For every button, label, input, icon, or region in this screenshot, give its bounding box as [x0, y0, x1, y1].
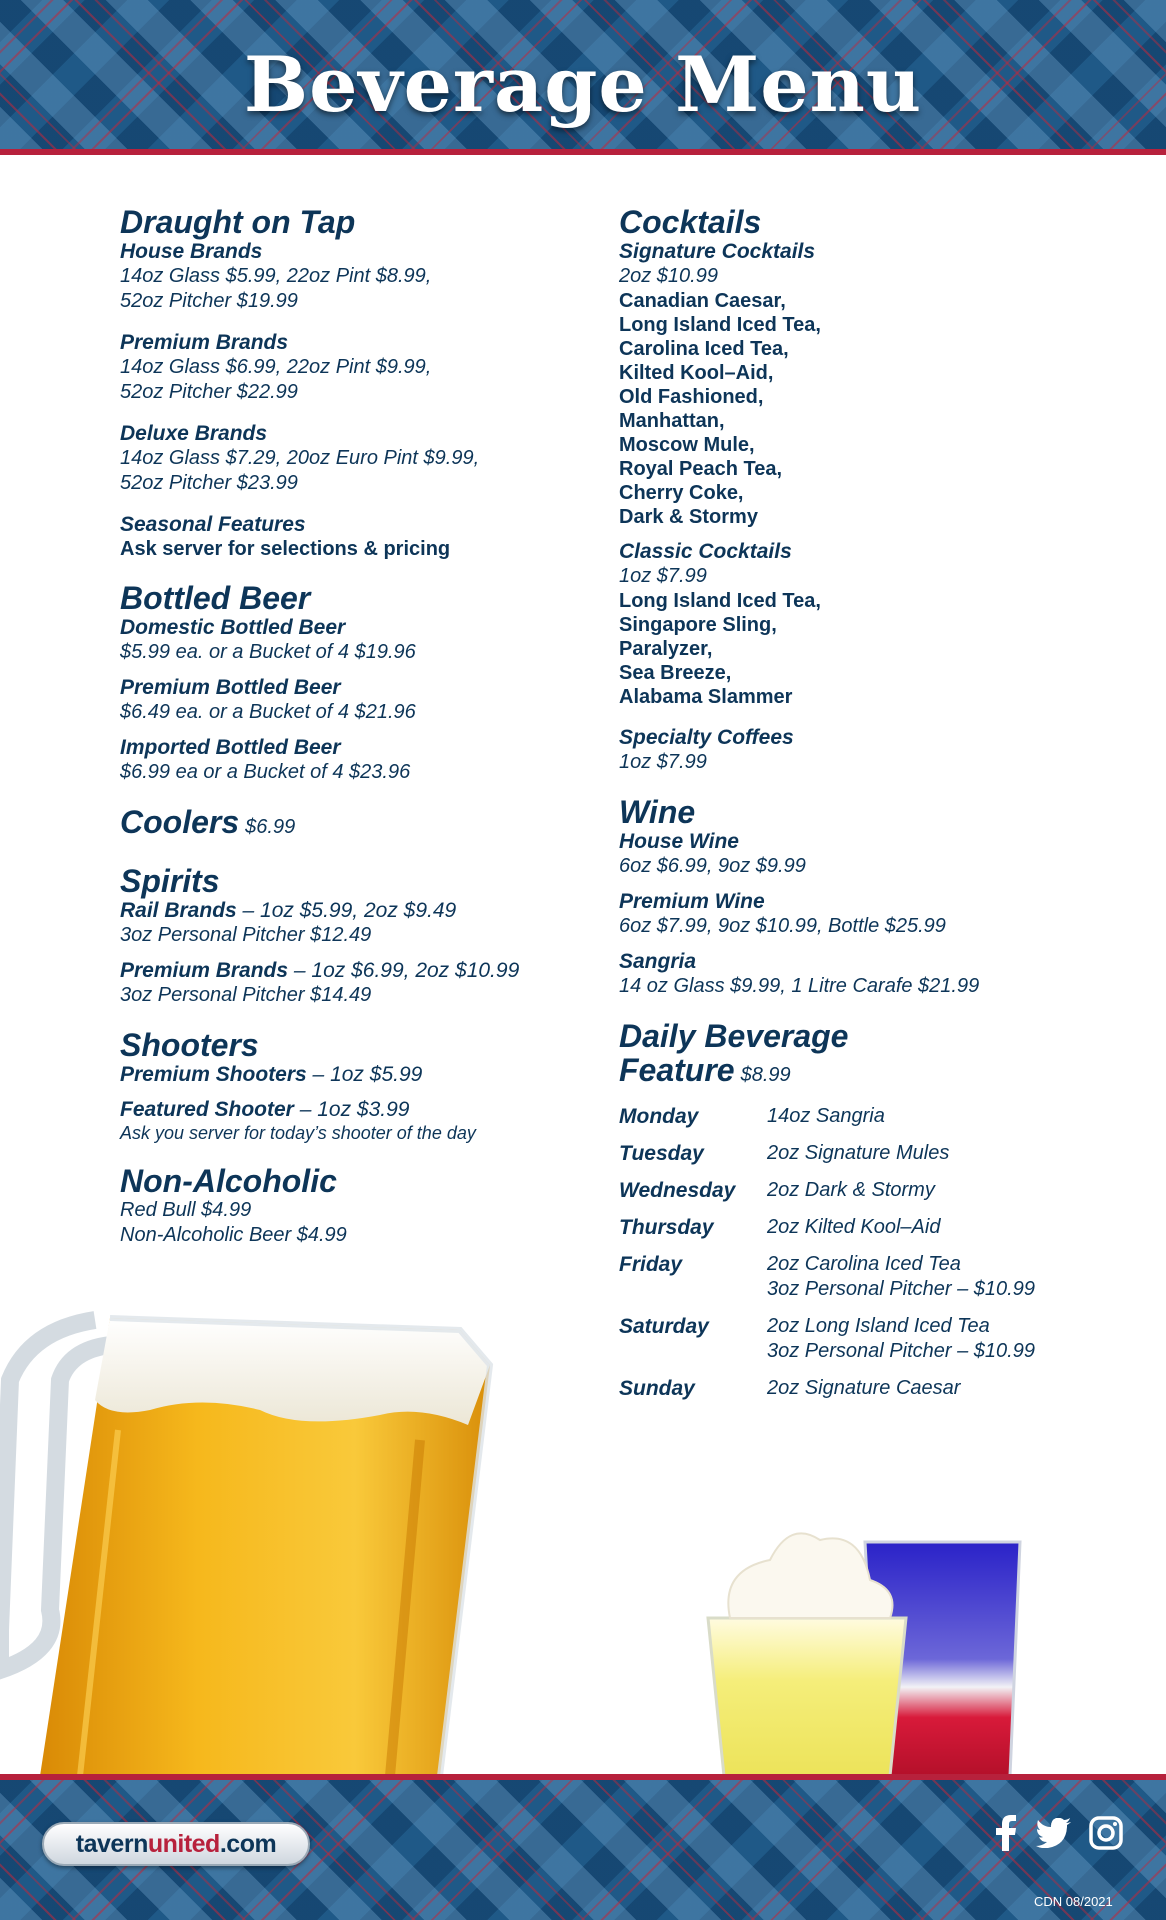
sangria-name: Sangria	[619, 950, 697, 973]
site-name-main: tavern	[75, 1830, 148, 1858]
site-name-accent: united	[147, 1830, 220, 1858]
premium-wine-name: Premium Wine	[619, 890, 765, 913]
beer-pitcher-image	[0, 1310, 500, 1776]
feature-day: Monday	[619, 1105, 699, 1128]
premium-wine-price: 6oz $7.99, 9oz $10.99, Bottle $25.99	[619, 915, 946, 937]
signature-cocktail-item: Carolina Iced Tea,	[619, 338, 789, 360]
website-link[interactable]	[42, 1822, 310, 1866]
premium-spirits-name: Premium Brands	[120, 959, 289, 982]
featured-shooter-name: Featured Shooter	[120, 1098, 294, 1121]
instagram-icon[interactable]	[1086, 1813, 1126, 1853]
facebook-icon[interactable]	[986, 1813, 1026, 1853]
feature-row-monday	[619, 1104, 1119, 1129]
feature-desc-line-2: 3oz Personal Pitcher – $10.99	[767, 1278, 1035, 1300]
non-alcoholic-heading: Non-Alcoholic	[120, 1163, 337, 1199]
signature-cocktail-item: Old Fashioned,	[619, 386, 764, 408]
classic-cocktails-name: Classic Cocktails	[619, 540, 792, 563]
deluxe-brands-price-2: 52oz Pitcher $23.99	[120, 472, 298, 494]
cocktails-heading: Cocktails	[619, 204, 762, 240]
classic-cocktail-item: Alabama Slammer	[619, 686, 793, 708]
coolers-heading	[120, 805, 580, 844]
feature-desc-line: 2oz Carolina Iced Tea	[767, 1253, 961, 1275]
sangria-price: 14 oz Glass $9.99, 1 Litre Carafe $21.99	[619, 975, 980, 997]
twitter-icon[interactable]	[1034, 1813, 1074, 1853]
premium-shooters-name: Premium Shooters	[120, 1063, 307, 1086]
feature-desc-line: 2oz Signature Caesar	[767, 1377, 961, 1399]
feature-day: Saturday	[619, 1315, 709, 1338]
right-column	[619, 205, 1119, 1413]
house-wine-price: 6oz $6.99, 9oz $9.99	[619, 855, 806, 877]
feature-desc-line: 2oz Dark & Stormy	[767, 1179, 935, 1201]
rail-brands-pitcher: 3oz Personal Pitcher $12.49	[120, 924, 372, 946]
daily-feature-heading-line1: Daily Beverage	[619, 1018, 849, 1054]
classic-cocktail-item: Long Island Iced Tea,	[619, 590, 821, 612]
premium-spirits-line	[120, 958, 580, 983]
page-title: Beverage Menu	[243, 40, 923, 129]
non-alcoholic-item: Non-Alcoholic Beer $4.99	[120, 1224, 347, 1246]
premium-brands-name: Premium Brands	[120, 331, 289, 354]
signature-cocktail-item: Dark & Stormy	[619, 506, 758, 528]
signature-cocktails-price: 2oz $10.99	[619, 265, 718, 287]
featured-shooter-line	[120, 1097, 580, 1122]
feature-row-sunday	[619, 1376, 1119, 1401]
deluxe-brands-name: Deluxe Brands	[120, 422, 268, 445]
draught-heading: Draught on Tap	[120, 204, 356, 240]
feature-row-tuesday	[619, 1141, 1119, 1166]
feature-desc-line-2: 3oz Personal Pitcher – $10.99	[767, 1340, 1035, 1362]
house-brands-name: House Brands	[120, 240, 263, 263]
rail-brands-price: – 1oz $5.99, 2oz $9.49	[236, 899, 457, 922]
feature-desc-line: 2oz Kilted Kool–Aid	[767, 1216, 941, 1238]
signature-cocktail-item: Moscow Mule,	[619, 434, 755, 456]
signature-cocktails-name: Signature Cocktails	[619, 240, 816, 263]
signature-cocktail-item: Kilted Kool–Aid,	[619, 362, 774, 384]
specialty-coffees-price: 1oz $7.99	[619, 751, 707, 773]
feature-day: Wednesday	[619, 1179, 736, 1202]
feature-desc	[767, 1141, 949, 1166]
spirits-heading: Spirits	[120, 863, 220, 899]
signature-cocktail-item: Cherry Coke,	[619, 482, 744, 504]
daily-feature-title: Feature	[619, 1052, 735, 1088]
classic-cocktail-item: Singapore Sling,	[619, 614, 777, 636]
feature-row-friday	[619, 1252, 1119, 1302]
signature-cocktail-item: Manhattan,	[619, 410, 725, 432]
rail-brands-line	[120, 898, 580, 923]
feature-desc	[767, 1178, 935, 1203]
bottled-heading: Bottled Beer	[120, 580, 311, 616]
imported-bottled-price: $6.99 ea or a Bucket of 4 $23.96	[120, 761, 411, 783]
seasonal-features-note: Ask server for selections & pricing	[120, 538, 451, 560]
domestic-bottled-name: Domestic Bottled Beer	[120, 616, 346, 639]
feature-row-thursday	[619, 1215, 1119, 1240]
feature-day: Sunday	[619, 1377, 695, 1400]
shots-image	[700, 1500, 1030, 1776]
classic-cocktail-item: Paralyzer,	[619, 638, 713, 660]
daily-feature-table	[619, 1104, 1119, 1401]
shooters-heading: Shooters	[120, 1027, 259, 1063]
coolers-title: Coolers	[120, 804, 240, 840]
premium-spirits-pitcher: 3oz Personal Pitcher $14.49	[120, 984, 372, 1006]
deluxe-brands-price-1: 14oz Glass $7.29, 20oz Euro Pint $9.99,	[120, 447, 480, 469]
house-brands-price-1: 14oz Glass $5.99, 22oz Pint $8.99,	[120, 265, 432, 287]
imported-bottled-name: Imported Bottled Beer	[120, 736, 341, 759]
feature-desc	[767, 1314, 1035, 1364]
feature-desc	[767, 1252, 1035, 1302]
print-code: CDN 08/2021	[1034, 1894, 1113, 1909]
signature-cocktail-item: Long Island Iced Tea,	[619, 314, 821, 336]
left-column	[120, 205, 580, 1248]
feature-day: Friday	[619, 1253, 683, 1276]
feature-desc-line: 14oz Sangria	[767, 1105, 885, 1127]
premium-shooters-line	[120, 1062, 580, 1087]
feature-desc-line: 2oz Signature Mules	[767, 1142, 950, 1164]
featured-shooter-note: Ask you server for today’s shooter of the day	[120, 1123, 476, 1143]
classic-cocktails-price: 1oz $7.99	[619, 565, 707, 587]
premium-spirits-price: – 1oz $6.99, 2oz $10.99	[288, 959, 520, 982]
house-brands-price-2: 52oz Pitcher $19.99	[120, 290, 298, 312]
domestic-bottled-price: $5.99 ea. or a Bucket of 4 $19.96	[120, 641, 416, 663]
featured-shooter-price: – 1oz $3.99	[293, 1098, 410, 1121]
feature-row-saturday	[619, 1314, 1119, 1364]
coolers-price: $6.99	[245, 816, 296, 838]
signature-cocktail-item: Canadian Caesar,	[619, 290, 786, 312]
feature-row-wednesday	[619, 1178, 1119, 1203]
premium-bottled-name: Premium Bottled Beer	[120, 676, 341, 699]
feature-day: Tuesday	[619, 1142, 704, 1165]
wine-heading: Wine	[619, 794, 696, 830]
feature-desc	[767, 1104, 885, 1129]
rail-brands-name: Rail Brands	[120, 899, 237, 922]
daily-feature-price: $8.99	[740, 1064, 791, 1086]
seasonal-features-name: Seasonal Features	[120, 513, 306, 536]
feature-desc	[767, 1376, 960, 1401]
site-name-domain: .com	[219, 1830, 277, 1858]
classic-cocktail-item: Sea Breeze,	[619, 662, 732, 684]
feature-desc	[767, 1215, 940, 1240]
non-alcoholic-item: Red Bull $4.99	[120, 1199, 252, 1221]
daily-feature-heading-line2	[619, 1053, 1119, 1092]
signature-cocktail-item: Royal Peach Tea,	[619, 458, 783, 480]
premium-bottled-price: $6.49 ea. or a Bucket of 4 $21.96	[120, 701, 416, 723]
premium-brands-price-2: 52oz Pitcher $22.99	[120, 381, 298, 403]
premium-shooters-price: – 1oz $5.99	[306, 1063, 423, 1086]
premium-brands-price-1: 14oz Glass $6.99, 22oz Pint $9.99,	[120, 356, 432, 378]
house-wine-name: House Wine	[619, 830, 739, 853]
feature-day: Thursday	[619, 1216, 714, 1239]
specialty-coffees-name: Specialty Coffees	[619, 726, 794, 749]
feature-desc-line: 2oz Long Island Iced Tea	[767, 1315, 990, 1337]
